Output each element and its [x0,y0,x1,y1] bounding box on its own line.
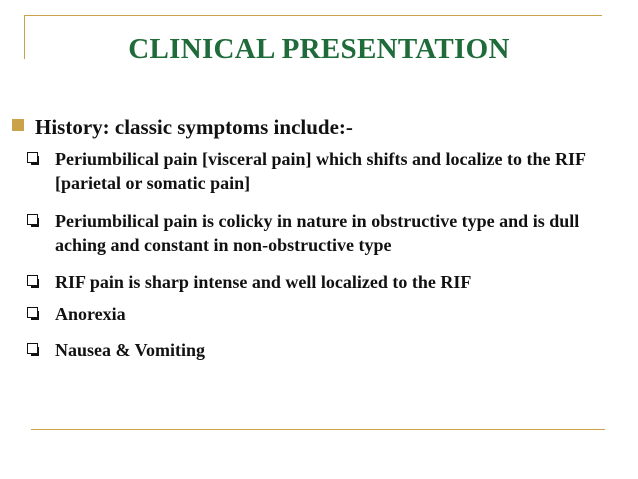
slide-title: CLINICAL PRESENTATION [128,33,510,65]
sub-bullet-text: Anorexia [55,304,126,324]
main-bullet-item [35,113,625,141]
footer-rule [31,429,605,430]
square-bullet-icon [12,119,24,131]
sub-bullet-text: Periumbilical pain is colicky in nature in obstructive type and is dull aching and constant in non-obstructive type [55,211,580,255]
sub-bullet-text: RIF pain is sharp intense and well localized to the RIF [55,272,472,292]
sub-bullet-item [55,270,615,294]
sub-bullet-item [55,209,615,257]
sub-bullet-item [55,302,615,326]
sub-bullet-text: Periumbilical pain [visceral pain] which shifts and localize to the RIF [parietal or somatic pain] [55,149,586,193]
checkbox-bullet-icon [27,307,38,318]
sub-bullet-item [55,338,615,362]
sub-bullet-item [55,147,615,195]
main-bullet-text: History: classic symptoms include:- [35,115,353,139]
sub-bullet-text: Nausea & Vomiting [55,340,206,360]
checkbox-bullet-icon [27,152,38,163]
checkbox-bullet-icon [27,214,38,225]
frame-top-rule [24,15,602,16]
checkbox-bullet-icon [27,275,38,286]
checkbox-bullet-icon [27,343,38,354]
